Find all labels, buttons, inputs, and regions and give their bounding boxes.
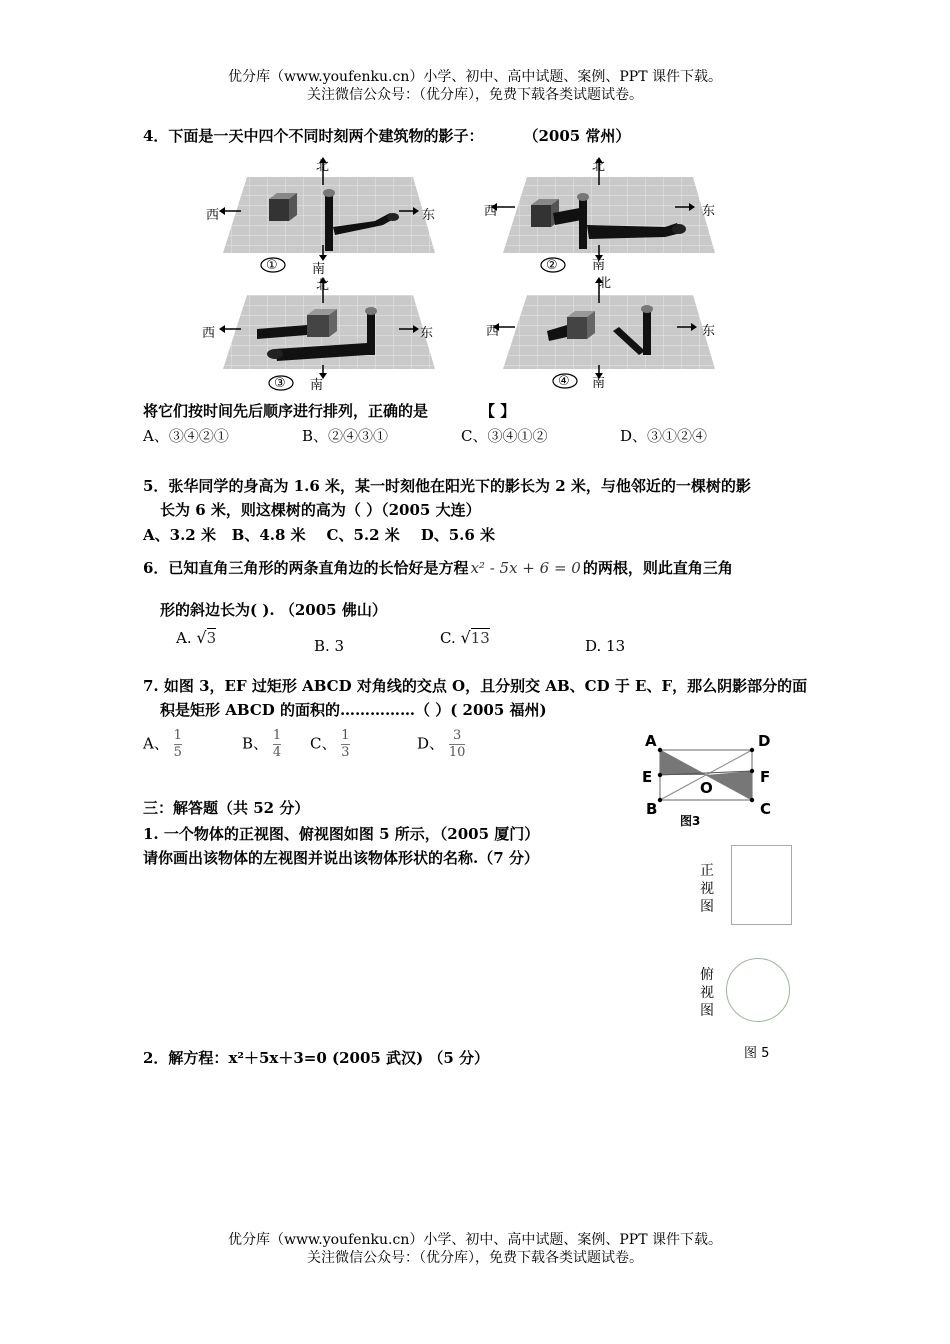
denominator: 3 (341, 745, 350, 760)
section-3-title: 三：解答题（共 52 分） (143, 799, 310, 817)
top-view-char-2: 视 (700, 985, 714, 1001)
top-view-label (700, 966, 716, 1020)
problem-1-line-1: 1. 一个物体的正视图、俯视图如图 5 所示，（2005 厦门） (143, 825, 540, 843)
west-label-3: 西 (202, 326, 216, 341)
q4-stem (143, 126, 630, 146)
front-view-label (700, 862, 716, 916)
panel-number-4: ④ (558, 374, 570, 389)
east-label-1: 东 (422, 208, 436, 223)
west-label-4: 西 (486, 324, 500, 339)
q6-option-b: B. 3 (314, 637, 345, 655)
q7-option-d (417, 728, 465, 761)
front-view-char-2: 视 (700, 881, 714, 897)
shadow-panel-3 (219, 277, 435, 390)
north-label-3: 北 (316, 278, 330, 293)
fraction (449, 728, 466, 761)
q5-option-c: C、5.2 米 (326, 526, 400, 544)
point-e-label: E (642, 768, 653, 786)
north-label-1: 北 (316, 159, 330, 174)
q6-equation: x² - 5x + 6 = 0 (470, 559, 581, 577)
numerator: 1 (341, 728, 350, 743)
south-label-2: 南 (592, 258, 606, 273)
q7-option-d-label: D、 (417, 734, 445, 753)
q6-option-c (440, 628, 490, 648)
numerator: 1 (272, 728, 282, 743)
figure-3-caption: 图3 (680, 814, 701, 828)
q6-line-2: 形的斜边长为( ). （2005 佛山） (160, 601, 387, 619)
problem-1-line-2: 请你画出该物体的左视图并说出该物体形状的名称.（7 分） (143, 849, 539, 867)
q6-line-1 (143, 558, 733, 578)
q6-option-a-radicand: 3 (206, 629, 217, 647)
q4-source: （2005 常州） (523, 127, 631, 145)
denominator: 5 (173, 745, 182, 760)
front-view-rectangle (731, 845, 792, 925)
q7-option-c-label: C、 (310, 734, 337, 753)
north-label-2: 北 (592, 159, 606, 174)
q7-line-1: 7. 如图 3，EF 过矩形 ABCD 对角线的交点 O，且分别交 AB、CD 于 E、F，那么阴影部分的面 (143, 677, 808, 695)
top-view-circle (726, 958, 790, 1022)
east-label-4: 东 (702, 324, 716, 339)
q4-prompt (143, 401, 515, 421)
q4-option-b: B、②④③① (302, 427, 389, 445)
q7-line-2: 积是矩形 ABCD 的面积的……………（ ）( 2005 福州) (160, 701, 547, 719)
q5-line-2: 长为 6 米，则这棵树的高为（ ）（2005 大连） (160, 501, 481, 519)
q6-option-c-radicand: 13 (470, 629, 490, 647)
fraction (341, 728, 349, 761)
footer-line-2: 关注微信公众号：（优分库），免费下载各类试题试卷。 (307, 1250, 643, 1266)
q4-answer-bracket: 【 】 (480, 402, 516, 420)
problem-2: 2．解方程：x²＋5x＋3=0 (2005 武汉) （5 分） (143, 1049, 490, 1067)
q6-option-d: D. 13 (585, 637, 626, 655)
sqrt-symbol: √ (460, 628, 471, 647)
q7-option-a (143, 728, 182, 761)
header-line-2: 关注微信公众号：（优分库），免费下载各类试题试卷。 (307, 87, 643, 103)
fraction (174, 728, 182, 761)
point-c-label: C (760, 800, 772, 818)
numerator: 3 (452, 728, 462, 743)
q5-option-b: B、4.8 米 (231, 526, 306, 544)
front-view-char-1: 正 (700, 863, 714, 879)
point-b-label: B (646, 800, 658, 818)
west-label-1: 西 (206, 208, 220, 223)
header-line-1: 优分库（www.youfenku.cn）小学、初中、高中试题、案例、PPT 课件下载。 (227, 69, 722, 85)
point-a-label: A (645, 732, 657, 750)
q6-post: 的两根，则此直角三角 (582, 559, 733, 577)
point-f-label: F (760, 768, 771, 786)
fraction (273, 728, 281, 761)
q5-option-d: D、5.6 米 (420, 526, 496, 544)
sqrt-symbol: √ (196, 628, 207, 647)
q7-option-b-label: B、 (242, 734, 269, 753)
panel-number-1: ① (266, 258, 278, 273)
point-o-label: O (700, 779, 713, 797)
east-label-2: 东 (702, 204, 716, 219)
figure-5-caption: 图 5 (744, 1046, 770, 1061)
q6-option-a-label: A. (176, 629, 192, 647)
q4-prompt-text: 将它们按时间先后顺序进行排列，正确的是 (143, 402, 429, 420)
q4-stem-text: 4．下面是一天中四个不同时刻两个建筑物的影子： (143, 127, 484, 145)
south-label-3: 南 (310, 378, 324, 393)
south-label-1: 南 (312, 262, 326, 277)
front-view-char-3: 图 (700, 899, 714, 915)
panel-number-3: ③ (274, 376, 286, 391)
q4-shadow-figures (195, 155, 755, 395)
q4-option-c: C、③④①② (461, 427, 548, 445)
numerator: 1 (173, 728, 182, 743)
q4-option-a: A、③④②① (143, 427, 229, 445)
q5-line-1: 5．张华同学的身高为 1.6 米，某一时刻他在阳光下的影长为 2 米，与他邻近的一棵树的影 (143, 477, 751, 495)
footer-line-1: 优分库（www.youfenku.cn）小学、初中、高中试题、案例、PPT 课件下载。 (227, 1232, 722, 1248)
top-view-char-1: 俯 (700, 967, 714, 983)
q6-option-c-label: C. (440, 629, 456, 647)
shadow-panel-1 (219, 157, 435, 272)
q7-option-b (242, 728, 281, 761)
north-label-4: 北 (598, 276, 612, 291)
q7-option-a-label: A、 (143, 734, 169, 753)
west-label-2: 西 (484, 204, 498, 219)
denominator: 4 (272, 745, 282, 760)
east-label-3: 东 (420, 326, 434, 341)
q7-option-c (310, 728, 350, 761)
q4-option-d: D、③①②④ (620, 427, 708, 445)
top-view-char-3: 图 (700, 1003, 714, 1019)
south-label-4: 南 (592, 376, 606, 391)
q5-options (143, 525, 495, 545)
q5-option-a: A、3.2 米 (143, 526, 216, 544)
q6-pre: 6．已知直角三角形的两条直角边的长恰好是方程 (143, 559, 469, 577)
point-d-label: D (758, 732, 771, 750)
q6-option-a (176, 628, 216, 648)
panel-number-2: ② (546, 258, 558, 273)
denominator: 10 (448, 745, 466, 760)
